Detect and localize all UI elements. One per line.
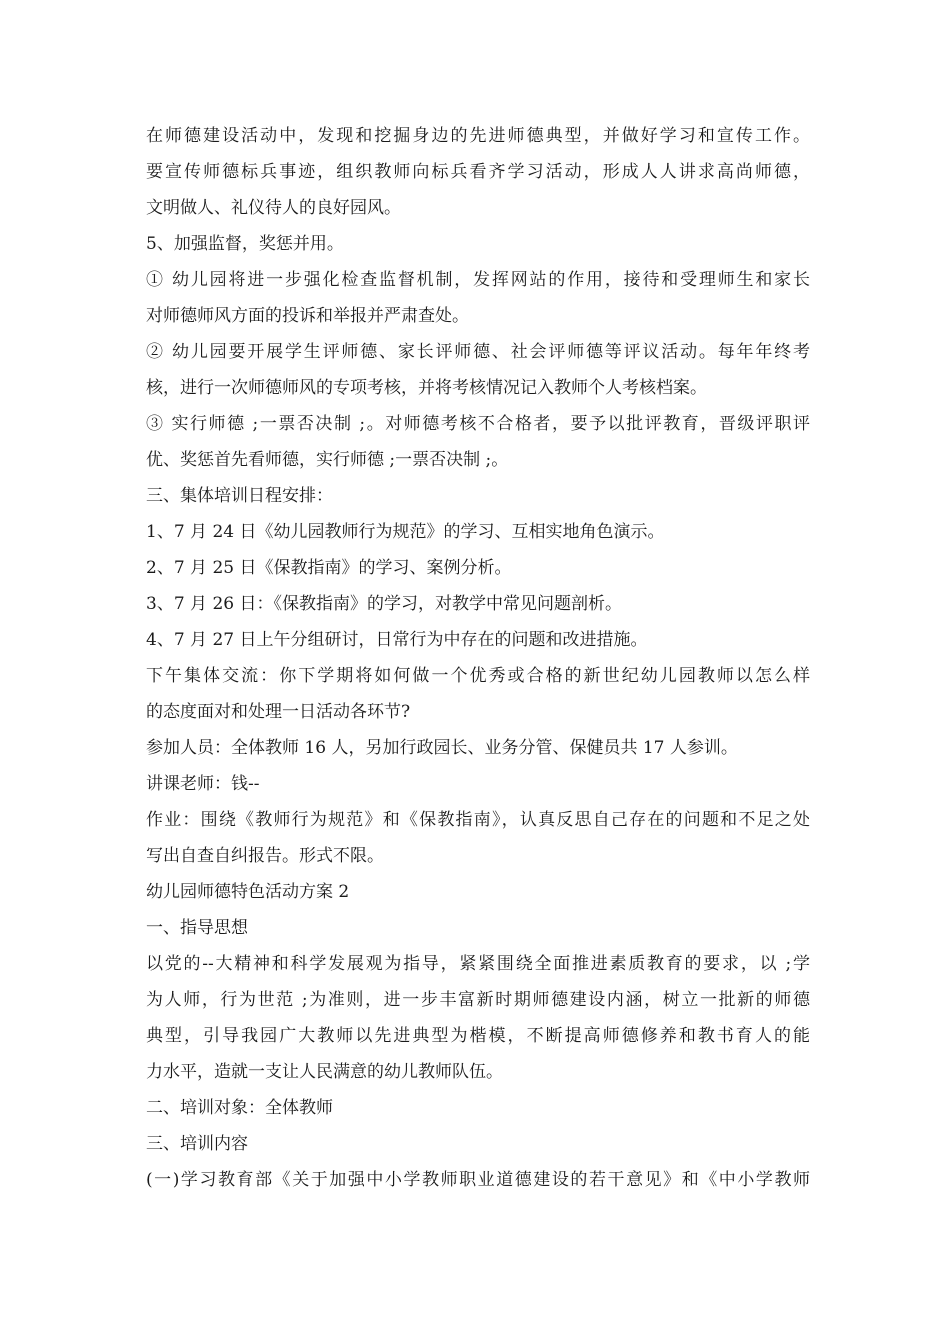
text-line: 为人师，行为世范 ;为准则，进一步丰富新时期师德建设内涵，树立一批新的师德 (146, 990, 810, 1010)
text-line: 以党的--大精神和科学发展观为指导，紧紧围绕全面推进素质教育的要求，以 ;学 (146, 954, 810, 974)
text-line: 核，进行一次师德师风的专项考核，并将考核情况记入教师个人考核档案。 (146, 378, 707, 398)
text-line: 在师德建设活动中，发现和挖掘身边的先进师德典型，并做好学习和宣传工作。 (146, 126, 810, 146)
text-line: (一)学习教育部《关于加强中小学教师职业道德建设的若干意见》和《中小学教师 (146, 1170, 810, 1190)
text-line: 文明做人、礼仪待人的良好园风。 (146, 198, 401, 218)
text-line: 三、集体培训日程安排： (146, 486, 333, 506)
text-line: 讲课老师：钱-- (146, 774, 260, 794)
text-line: 对师德师风方面的投诉和举报并严肃查处。 (146, 306, 469, 326)
text-line: ② 幼儿园要开展学生评师德、家长评师德、社会评师德等评议活动。每年年终考 (146, 342, 810, 362)
text-line: 一、指导思想 (146, 918, 248, 938)
text-line: 优、奖惩首先看师德，实行师德 ;一票否决制 ;。 (146, 450, 509, 470)
text-line: 参加人员：全体教师 16 人，另加行政园长、业务分管、保健员共 17 人参训。 (146, 738, 738, 758)
text-line: ① 幼儿园将进一步强化检查监督机制，发挥网站的作用，接待和受理师生和家长 (146, 270, 810, 290)
text-line: 典型，引导我园广大教师以先进典型为楷模，不断提高师德修养和教书育人的能 (146, 1026, 810, 1046)
text-line: 2、7 月 25 日《保教指南》的学习、案例分析。 (146, 558, 512, 578)
text-line: 的态度面对和处理一日活动各环节? (146, 702, 411, 722)
text-line: 1、7 月 24 日《幼儿园教师行为规范》的学习、互相实地角色演示。 (146, 522, 665, 542)
text-line: 三、培训内容 (146, 1134, 248, 1154)
text-line: 作业：围绕《教师行为规范》和《保教指南》，认真反思自己存在的问题和不足之处 (146, 810, 810, 830)
text-line: 写出自查自纠报告。形式不限。 (146, 846, 384, 866)
text-line: 4、7 月 27 日上午分组研讨，日常行为中存在的问题和改进措施。 (146, 630, 648, 650)
text-line: 力水平，造就一支让人民满意的幼儿教师队伍。 (146, 1062, 503, 1082)
document-body (146, 118, 810, 1198)
text-line: 要宣传师德标兵事迹，组织教师向标兵看齐学习活动，形成人人讲求高尚师德， (146, 162, 810, 182)
text-line: 下午集体交流：你下学期将如何做一个优秀或合格的新世纪幼儿园教师以怎么样 (146, 666, 810, 686)
text-line: ③ 实行师德 ;一票否决制 ;。对师德考核不合格者，要予以批评教育，晋级评职评 (146, 414, 810, 434)
text-line: 3、7 月 26 日：《保教指南》的学习，对教学中常见问题剖析。 (146, 594, 622, 614)
text-line: 幼儿园师德特色活动方案 2 (146, 882, 350, 902)
text-line: 二、培训对象：全体教师 (146, 1098, 333, 1118)
text-line: 5、加强监督，奖惩并用。 (146, 234, 344, 254)
